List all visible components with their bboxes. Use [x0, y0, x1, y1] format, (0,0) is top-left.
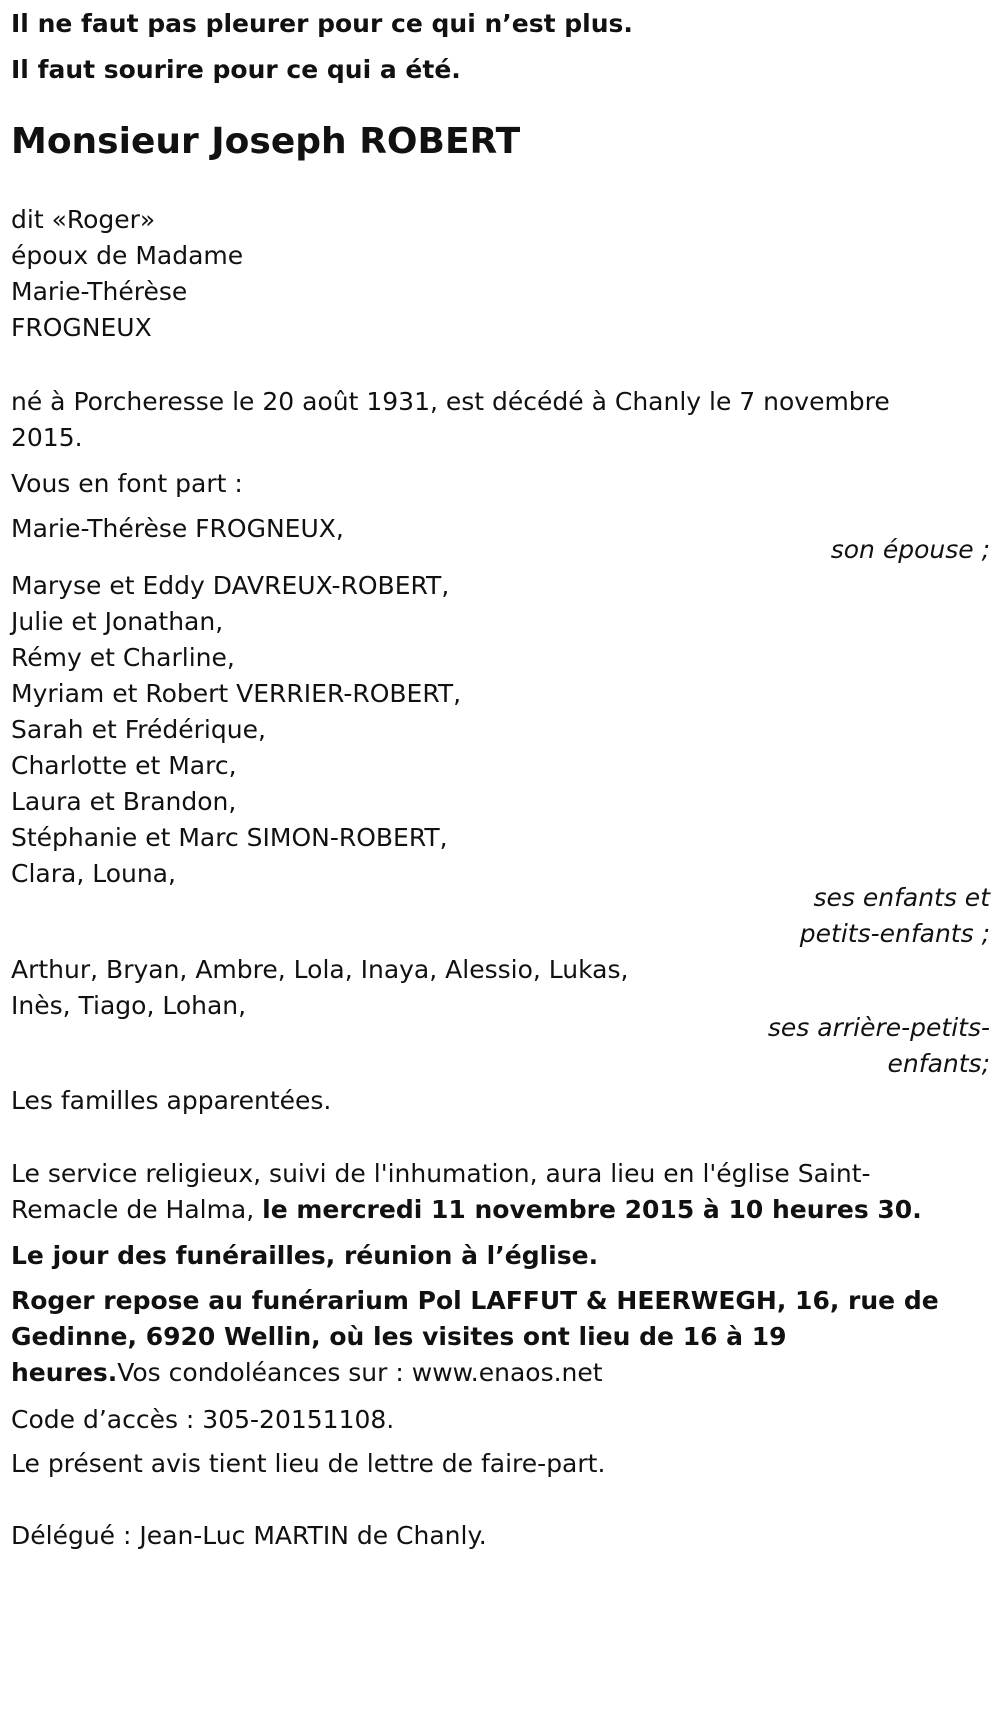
spouse-line-2: Marie-Thérèse — [11, 277, 188, 306]
child-line-7: Laura et Brandon, — [11, 787, 237, 816]
spouse-relation: son épouse ; — [830, 535, 990, 564]
rest-bold: Roger repose au funérarium Pol LAFFUT & HEERWEGH, 16, rue de Gedinne, 6920 Wellin, où les visites ont lieu de 16 à 19 heures. — [11, 1286, 939, 1387]
great-grandchildren-relation-line-1: ses arrière-petits- — [767, 1013, 990, 1042]
meeting-line: Le jour des funérailles, réunion à l’église. — [11, 1241, 599, 1270]
great-grandchildren-line-2: Inès, Tiago, Lohan, — [11, 991, 247, 1020]
great-grandchildren-line-1: Arthur, Bryan, Ambre, Lola, Inaya, Alessio, Lukas, — [11, 955, 629, 984]
child-line-1: Maryse et Eddy DAVREUX-ROBERT, — [11, 571, 450, 600]
child-line-5: Sarah et Frédérique, — [11, 715, 266, 744]
rest-paragraph — [11, 1283, 941, 1391]
families-line: Les familles apparentées. — [11, 1086, 332, 1115]
deceased-name: Monsieur Joseph ROBERT — [11, 121, 521, 162]
service-prefix: Le service religieux, suivi de l'inhumation, aura lieu en l'église Saint-Remacle de Halma, — [11, 1159, 871, 1224]
children-relation-line-1: ses enfants et — [813, 883, 990, 912]
delegate-line: Délégué : Jean-Luc MARTIN de Chanly. — [11, 1521, 487, 1550]
quote-line-2: Il faut sourire pour ce qui a été. — [11, 55, 461, 84]
nickname: dit «Roger» — [11, 205, 156, 234]
quote-line-1: Il ne faut pas pleurer pour ce qui n’est plus. — [11, 9, 633, 38]
children-relation-line-2: petits-enfants ; — [799, 919, 990, 948]
spouse-name: Marie-Thérèse FROGNEUX, — [11, 514, 344, 543]
great-grandchildren-relation-line-2: enfants; — [887, 1049, 990, 1078]
announcement-label: Vous en font part : — [11, 469, 243, 498]
notice-line: Le présent avis tient lieu de lettre de faire-part. — [11, 1449, 606, 1478]
service-date-time: le mercredi 11 novembre 2015 à 10 heures 30. — [262, 1195, 922, 1224]
spouse-line-1: époux de Madame — [11, 241, 244, 270]
child-line-4: Myriam et Robert VERRIER-ROBERT, — [11, 679, 462, 708]
child-line-2: Julie et Jonathan, — [11, 607, 224, 636]
birth-death-details: né à Porcheresse le 20 août 1931, est décédé à Chanly le 7 novembre 2015. — [11, 387, 890, 452]
child-line-9: Clara, Louna, — [11, 859, 176, 888]
child-line-8: Stéphanie et Marc SIMON-ROBERT, — [11, 823, 448, 852]
child-line-3: Rémy et Charline, — [11, 643, 235, 672]
spouse-line-3: FROGNEUX — [11, 313, 152, 342]
rest-normal: Vos condoléances sur : www.enaos.net — [117, 1358, 603, 1387]
child-line-6: Charlotte et Marc, — [11, 751, 237, 780]
access-code: Code d’accès : 305-20151108. — [11, 1405, 395, 1434]
service-paragraph — [11, 1156, 941, 1228]
